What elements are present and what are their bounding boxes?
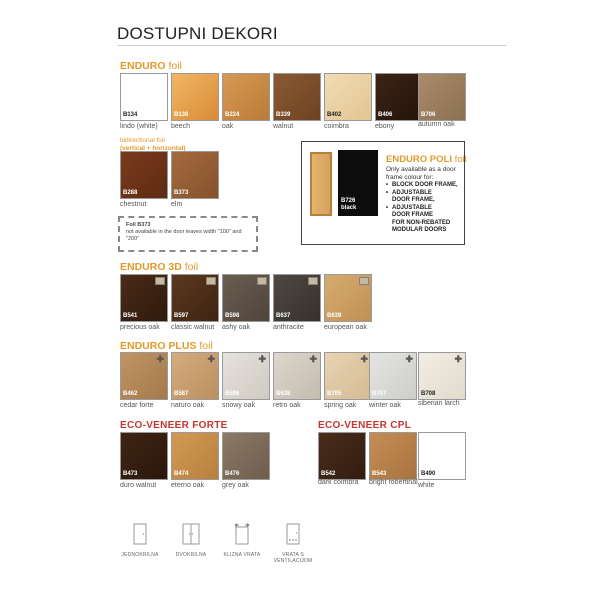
swatch-b596[interactable] (222, 352, 270, 400)
note-text: not available in the door leaves width "100" and "200" (126, 229, 242, 242)
swatch-b639[interactable] (324, 274, 372, 322)
swatch-b474[interactable] (171, 432, 219, 480)
texture-icon (206, 277, 216, 285)
swatch-b543[interactable] (369, 432, 417, 480)
poli-title-sub: foil (454, 154, 467, 165)
swatch-code: B339 (276, 112, 291, 118)
swatch-name: precious oak (120, 324, 160, 331)
swatch-b224[interactable] (222, 73, 270, 121)
swatch-code: B224 (225, 112, 240, 118)
plus-icon: ✚ (405, 354, 413, 364)
swatch-code: B637 (276, 313, 291, 319)
swatch-b637[interactable] (273, 274, 321, 322)
swatch-b473[interactable] (120, 432, 168, 480)
enduro-section-title (120, 60, 182, 72)
swatch-b597[interactable] (171, 274, 219, 322)
footer-label-double: DVOKRILNA (175, 552, 207, 558)
swatch-name: european oak (324, 324, 367, 331)
page-title: DOSTUPNI DEKORI (117, 24, 278, 43)
swatch-name: grey oak (222, 482, 249, 489)
swatch-b134[interactable] (120, 73, 168, 121)
swatch-name: spring oak (324, 402, 357, 409)
swatch-name: walnut (273, 123, 294, 130)
list-item: • ADJUSTABLE (386, 205, 466, 213)
enduro-3d-title-bold: ENDURO 3D (120, 261, 182, 273)
swatch-code: B406 (378, 112, 393, 118)
footer-label-single: JEDNOKRILNA (121, 552, 159, 558)
plus-icon: ✚ (207, 354, 215, 364)
swatch-b373[interactable] (171, 151, 219, 199)
texture-icon (155, 277, 165, 285)
swatch-b490[interactable] (418, 432, 466, 480)
sliding-door-icon[interactable] (233, 523, 251, 545)
swatch-code: B705 (327, 391, 342, 397)
swatch-b726[interactable] (338, 150, 378, 216)
swatch-code: B134 (123, 112, 138, 118)
swatch-name: winter oak (369, 402, 401, 409)
poli-code: B726 (341, 198, 356, 204)
swatch-b541[interactable] (120, 274, 168, 322)
swatch-name: chestnut (120, 201, 147, 208)
swatch-b598[interactable] (222, 274, 270, 322)
swatch-code: B598 (225, 313, 240, 319)
bidir-line-2: (vertical + horizontal) (120, 144, 186, 152)
swatch-b402[interactable] (324, 73, 372, 121)
plus-icon: ✚ (309, 354, 317, 364)
poli-frame-list (386, 182, 466, 235)
single-door-icon[interactable] (131, 523, 149, 545)
enduro-poli-box (301, 141, 465, 245)
list-item: DOOR FRAME, (392, 197, 435, 203)
plus-icon: ✚ (360, 354, 368, 364)
swatch-b707[interactable] (369, 352, 417, 400)
enduro-plus-title-bold: ENDURO PLUS (120, 340, 197, 352)
list-item: • ADJUSTABLE (386, 190, 466, 198)
swatch-b288[interactable] (120, 151, 168, 199)
foil-note-box (118, 216, 258, 252)
enduro-3d-section-title (120, 261, 198, 273)
swatch-b708[interactable] (418, 352, 466, 400)
swatch-name: bright robertinal (369, 479, 418, 486)
swatch-code: B707 (372, 391, 387, 397)
swatch-code: B402 (327, 112, 342, 118)
enduro-title-bold: ENDURO (120, 60, 166, 72)
swatch-code: B639 (327, 313, 342, 319)
swatch-code: B597 (174, 313, 189, 319)
swatch-name: siberian larch (418, 400, 460, 407)
ventilated-door-icon[interactable] (284, 523, 302, 545)
swatch-name: cedar forte (120, 402, 154, 409)
swatch-name: eterno oak (171, 482, 205, 489)
plus-icon: ✚ (156, 354, 164, 364)
texture-icon (359, 277, 369, 285)
bidir-line-1: bidirectional foil (120, 137, 165, 144)
list-item: MODULAR DOORS (392, 227, 447, 233)
swatch-code: B136 (174, 112, 189, 118)
swatch-code: B473 (123, 471, 138, 477)
footer-label-ventilated: VRATA S VENTILACIJOM (273, 552, 313, 564)
title-divider (117, 45, 507, 46)
swatch-name: autumn oak (418, 121, 455, 128)
poli-title-bold: ENDURO POLI (386, 154, 452, 165)
enduro-3d-title-sub: foil (184, 261, 199, 273)
door-frame-illustration (310, 152, 332, 216)
texture-icon (257, 277, 267, 285)
swatch-b542[interactable] (318, 432, 366, 480)
enduro-plus-title-sub: foil (199, 340, 213, 352)
swatch-name: white (418, 482, 435, 489)
swatch-code: B288 (123, 190, 138, 196)
swatch-code: B462 (123, 391, 138, 397)
swatch-name: naturo oak (171, 402, 205, 409)
swatch-b136[interactable] (171, 73, 219, 121)
texture-icon (308, 277, 318, 285)
poli-code-block (341, 198, 356, 212)
swatch-code: B596 (225, 391, 240, 397)
swatch-b462[interactable] (120, 352, 168, 400)
swatch-name: ebony (375, 123, 395, 130)
swatch-code: B587 (174, 391, 189, 397)
swatch-code: B490 (421, 471, 436, 477)
enduro-title-sub: foil (168, 60, 182, 72)
swatch-b406[interactable] (375, 73, 423, 121)
swatch-code: B542 (321, 471, 336, 477)
swatch-name: elm (171, 201, 183, 208)
note-title: Foil B373 (126, 222, 151, 228)
swatch-b339[interactable] (273, 73, 321, 121)
swatch-code: B543 (372, 471, 387, 477)
footer-label-sliding: KLIZNA VRATA (223, 552, 261, 558)
swatch-name: dark coimbra (318, 479, 359, 486)
bidirectional-label (120, 137, 250, 152)
swatch-b706[interactable] (418, 73, 466, 121)
swatch-b476[interactable] (222, 432, 270, 480)
swatch-name: beech (171, 123, 191, 130)
poli-name: black (341, 205, 357, 211)
plus-icon: ✚ (258, 354, 266, 364)
swatch-name: retro oak (273, 402, 301, 409)
swatch-name: anthracite (273, 324, 304, 331)
swatch-name: coimbra (324, 123, 349, 130)
swatch-code: B706 (421, 112, 436, 118)
eco-forte-section-title: ECO-VENEER FORTE (120, 420, 228, 431)
enduro-plus-section-title (120, 340, 213, 352)
list-item: FOR NON-REBATED (392, 219, 451, 226)
swatch-name: classic walnut (171, 324, 215, 331)
swatch-name: oak (222, 123, 234, 130)
eco-cpl-section-title: ECO-VENEER CPL (318, 420, 412, 431)
swatch-code: B476 (225, 471, 240, 477)
swatch-name: ashy oak (222, 324, 251, 331)
list-item: DOOR FRAME (392, 212, 433, 218)
double-door-icon[interactable] (182, 523, 200, 545)
plus-icon: ✚ (454, 354, 462, 364)
swatch-name: lindo (white) (120, 123, 158, 130)
swatch-code: B474 (174, 471, 189, 477)
swatch-code: B373 (174, 190, 189, 196)
swatch-name: snowy oak (222, 402, 256, 409)
swatch-code: B638 (276, 391, 291, 397)
swatch-code: B708 (421, 391, 436, 397)
swatch-code: B541 (123, 313, 138, 319)
swatch-b638[interactable] (273, 352, 321, 400)
poli-description: Only available as a door frame colour for: (386, 166, 456, 181)
enduro-poli-title (386, 154, 467, 165)
list-item: • BLOCK DOOR FRAME, (386, 182, 466, 190)
swatch-b705[interactable] (324, 352, 372, 400)
swatch-name: duro walnut (120, 482, 157, 489)
swatch-b587[interactable] (171, 352, 219, 400)
